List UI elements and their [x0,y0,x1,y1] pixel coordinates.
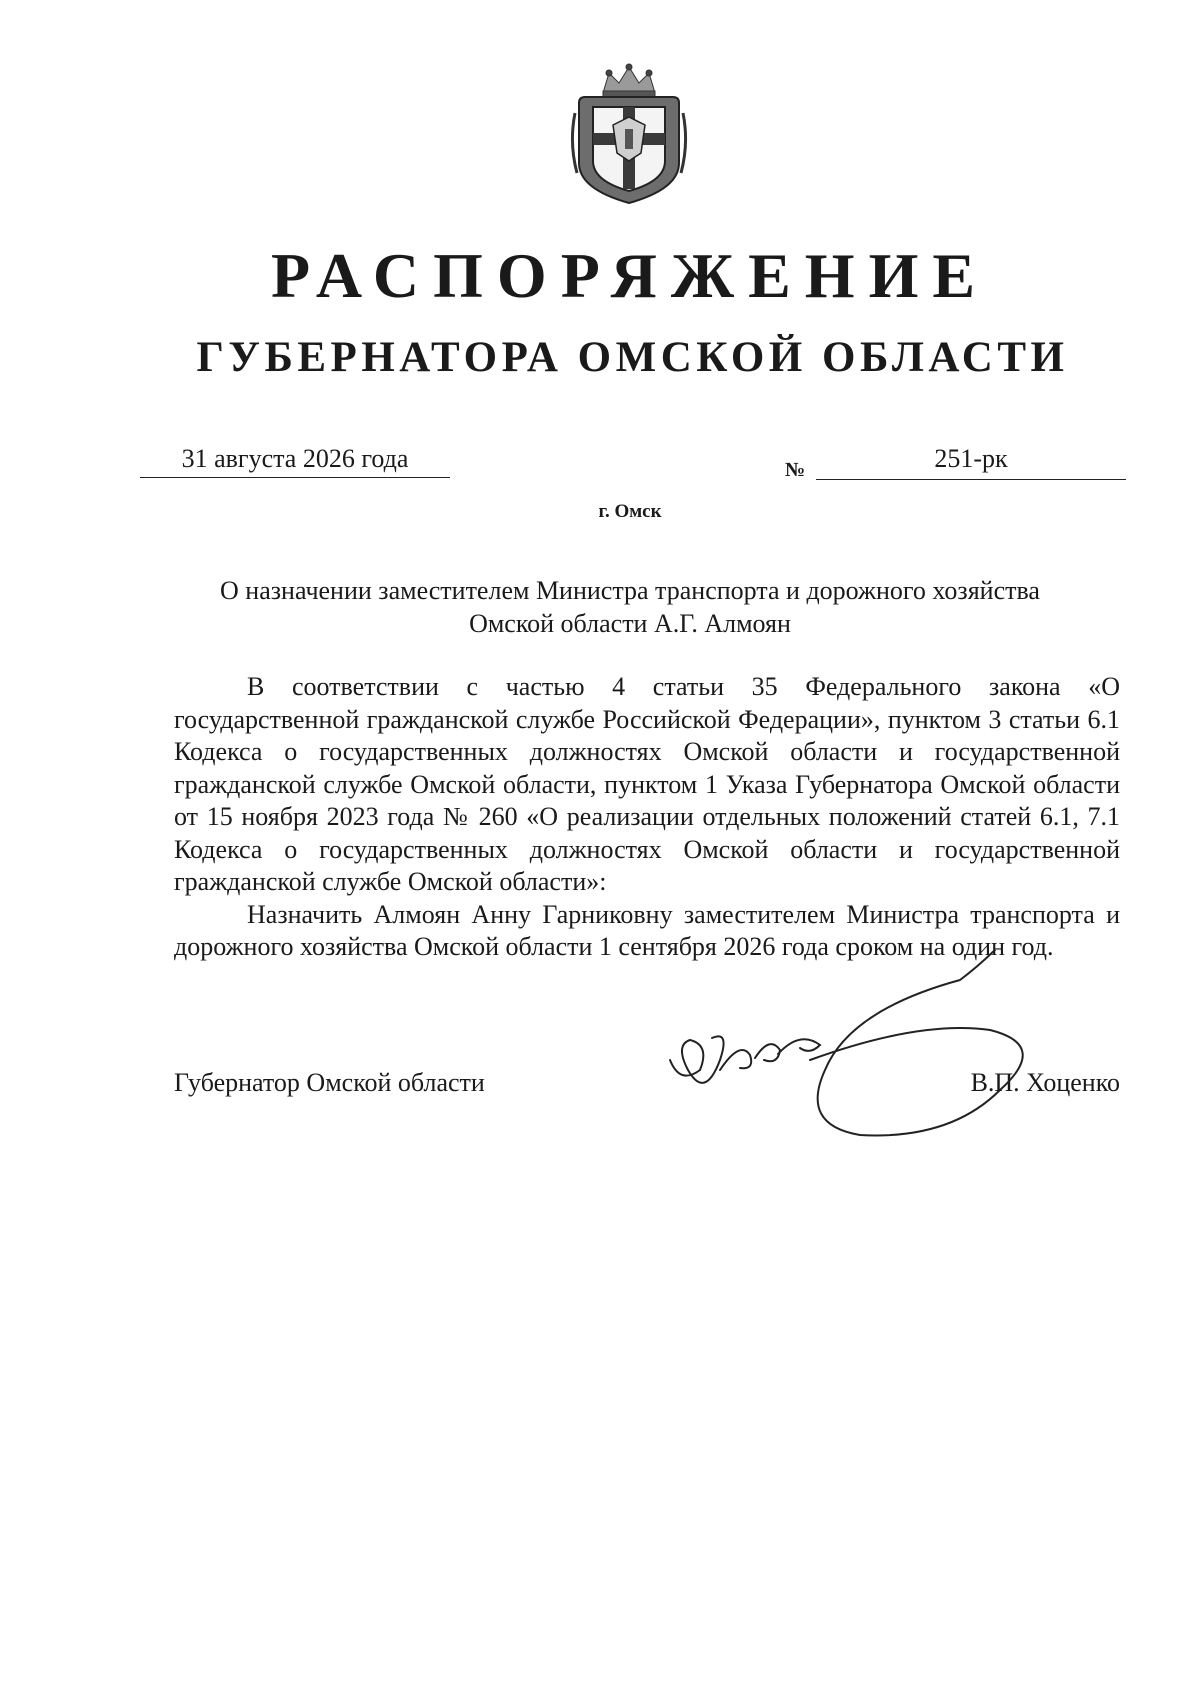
number-underline [816,479,1126,480]
document-body [174,671,1120,964]
document-city: г. Омск [598,501,662,522]
document-subject: О назначении заместителем Министра транспорта и дорожного хозяйства Омской области А.Г. Алмоян [220,576,1040,638]
document-number: 251-рк [934,444,1008,473]
document-subtitle: ГУБЕРНАТОРА ОМСКОЙ ОБЛАСТИ [196,334,1069,381]
signatory-position: Губернатор Омской области [174,1068,485,1097]
number-sign: № [785,459,806,481]
body-paragraph: Назначить Алмоян Анну Гарниковну заместителем Министра транспорта и дорожного хозяйства Омской области 1 сентября 2026 года сроком на один год. [174,899,1120,961]
document-date: 31 августа 2026 года [181,444,409,473]
body-paragraph: В соответствии с частью 4 статьи 35 Федерального закона «О государственной гражданской службе Российской Федерации», пунктом 3 статьи 6.1 Кодекса о государственных должностях Омской области и государственной гражданской службе Омской области, пунктом 1 Указа Губернатора Омской области от 15 ноября 2023 года № 260 «О реализации отдельных положений статей 6.1, 7.1 Кодекса о государственных должностях Омской области и государственной гражданской службе Омской области»: [174,672,1120,896]
coat-of-arms-icon [569,63,690,205]
signatory-name: В.П. Хоценко [970,1068,1120,1097]
date-underline [140,477,450,478]
handwritten-signature [660,950,1130,1170]
document-title: РАСПОРЯЖЕНИЕ [270,240,990,311]
